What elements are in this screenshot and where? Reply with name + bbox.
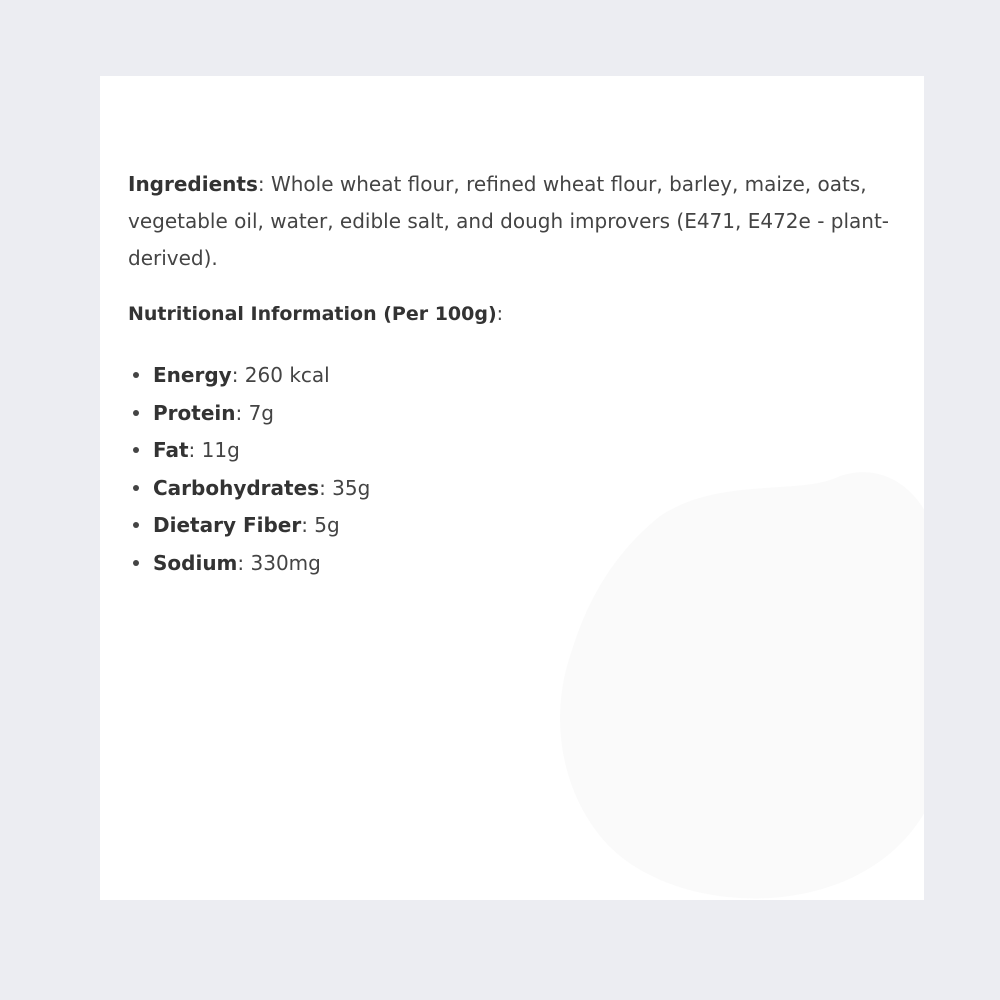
- nutrition-value: : 5g: [301, 513, 340, 537]
- nutrition-item-sodium: [128, 545, 898, 583]
- bullet-icon: [133, 522, 139, 528]
- content-card: [100, 76, 924, 900]
- bullet-icon: [133, 485, 139, 491]
- nutrition-value: : 11g: [188, 438, 240, 462]
- nutrition-label: Protein: [153, 400, 236, 425]
- bullet-icon: [133, 410, 139, 416]
- ingredients-label: Ingredients: [128, 172, 258, 196]
- nutrition-item-carbohydrates: [128, 470, 898, 508]
- nutrition-heading-suffix: :: [496, 303, 504, 325]
- nutrition-item-energy: [128, 357, 898, 395]
- nutrition-label: Energy: [153, 363, 232, 387]
- nutrition-item-protein: [128, 395, 898, 433]
- nutrition-label: Fat: [153, 438, 189, 462]
- nutrition-label: Sodium: [153, 550, 238, 575]
- nutrition-value: : 35g: [319, 475, 371, 500]
- bullet-icon: [133, 372, 139, 378]
- nutrition-heading: [128, 300, 898, 328]
- nutrition-list: [128, 357, 898, 582]
- nutrition-label: Carbohydrates: [153, 475, 320, 500]
- product-details: [128, 166, 898, 582]
- nutrition-item-fat: [128, 432, 898, 470]
- bullet-icon: [133, 447, 139, 453]
- nutrition-label: Dietary Fiber: [153, 513, 302, 537]
- nutrition-heading-label: Nutritional Information (Per 100g): [128, 303, 497, 325]
- nutrition-value: : 7g: [235, 400, 274, 425]
- ingredients-paragraph: [128, 166, 898, 277]
- nutrition-item-dietary-fiber: [128, 507, 898, 545]
- nutrition-value: : 330mg: [237, 550, 321, 575]
- bullet-icon: [133, 560, 139, 566]
- nutrition-value: : 260 kcal: [231, 363, 330, 387]
- ingredients-text: : Whole wheat flour, refined wheat flour, barley, maize, oats, vegetable oil, water, edible salt, and dough improvers (E471, E472e - plant-derived).: [128, 172, 890, 270]
